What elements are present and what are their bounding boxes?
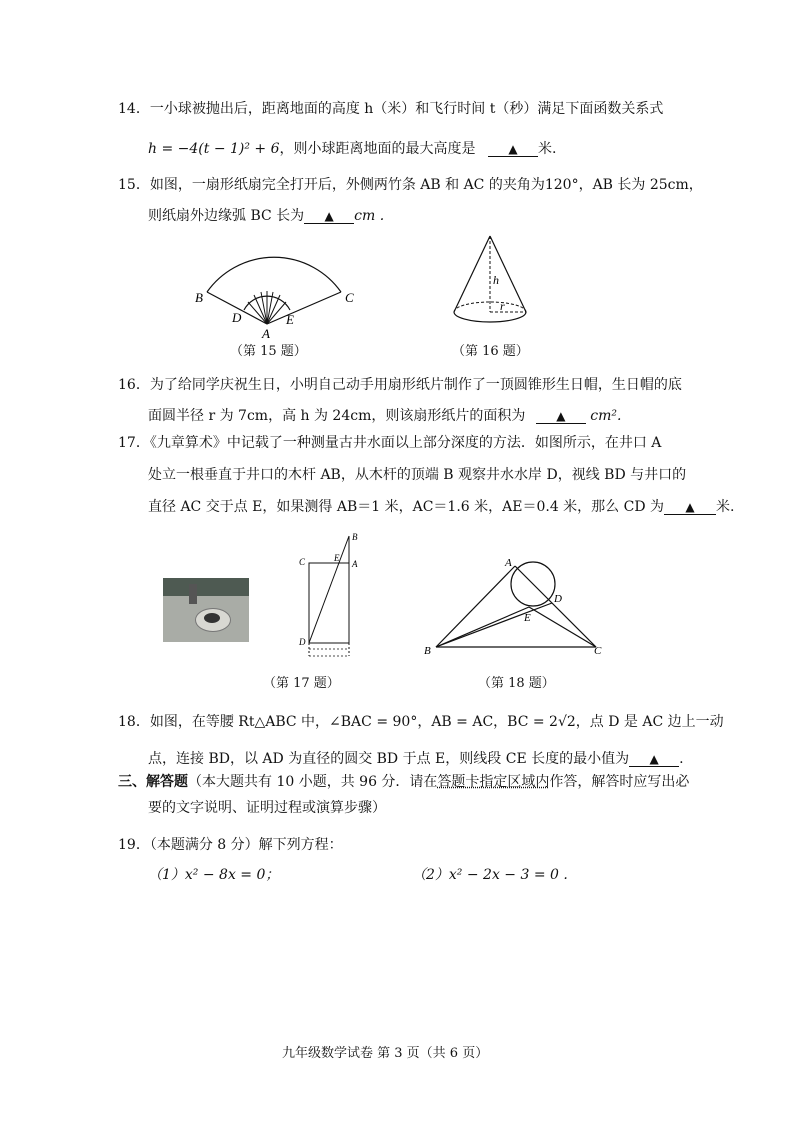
fig18-label-a: A xyxy=(505,557,512,569)
fig18-label-c: C xyxy=(594,645,602,657)
fig17-label-b: B xyxy=(352,532,358,542)
q18-text-line2: 点，连接 BD，以 AD 为直径的圆交 BD 于点 E，则线段 CE 长度的最小值为 xyxy=(148,751,630,767)
fig15-label-e: E xyxy=(286,312,294,327)
fig16-label-h: h xyxy=(493,273,499,287)
q16-answer-blank[interactable]: ▲ xyxy=(536,409,586,424)
q19-part-1: （1）x² − 8x = 0； xyxy=(148,867,280,883)
section-3-desc-c: 作答，解答时应写出必 xyxy=(549,774,690,790)
q19-part-2: （2）x² − 2x − 3 = 0 . xyxy=(412,867,568,883)
q18-unit: . xyxy=(679,751,684,767)
q15-line2 xyxy=(148,207,384,225)
q18-answer-blank[interactable]: ▲ xyxy=(629,752,679,767)
well-photo xyxy=(163,578,249,642)
figure-17-caption: （第 17 题） xyxy=(263,676,340,691)
q14-answer-blank[interactable]: ▲ xyxy=(488,142,538,157)
q14-unit: 米. xyxy=(537,141,557,157)
q15-text-line1: 如图，一扇形纸扇完全打开后，外侧两竹条 AB 和 AC 的夹角为120°，AB 长为 25cm， xyxy=(149,177,703,193)
section-3-desc-line2: 要的文字说明、证明过程或演算步骤） xyxy=(148,800,386,816)
q19-intro-line xyxy=(118,836,343,854)
figure-16-cone xyxy=(448,232,532,336)
fig15-label-d: D xyxy=(232,310,242,325)
q14-text-line1: 一小球被抛出后，距离地面的高度 h（米）和飞行时间 t（秒）满足下面函数关系式 xyxy=(149,101,664,117)
section-3-desc-b: 答题卡指定区域内 xyxy=(437,774,550,790)
q14-number: 14． xyxy=(118,101,150,117)
q14-line2 xyxy=(148,140,556,158)
q16-number: 16． xyxy=(118,377,150,393)
q17-answer-blank[interactable]: ▲ xyxy=(664,500,716,515)
fig18-label-b: B xyxy=(424,645,431,657)
section-3-desc-a: （本大题共有 10 小题，共 96 分．请在 xyxy=(188,774,438,790)
fig17-label-c: C xyxy=(299,557,306,567)
q19-intro: （本题满分 8 分）解下列方程： xyxy=(149,837,343,853)
q15-line1 xyxy=(118,176,703,194)
figure-18-caption: （第 18 题） xyxy=(478,676,555,691)
q14-formula: h = −4(t − 1)² + 6 xyxy=(148,141,280,157)
q15-text-line2: 则纸扇外边缘弧 BC 长为 xyxy=(148,208,305,224)
fig17-label-d: D xyxy=(299,637,306,647)
q16-unit: cm². xyxy=(590,408,622,424)
figure-17-well xyxy=(296,530,362,660)
q17-text-line1: 《九章算术》中记载了一种测量古井水面以上部分深度的方法．如图所示，在井口 A xyxy=(149,435,662,451)
section-3-header xyxy=(118,773,689,791)
fig15-label-a: A xyxy=(262,326,270,340)
section-3-title: 三、解答题 xyxy=(118,774,188,790)
figure-15-caption: （第 15 题） xyxy=(230,344,307,359)
q16-text-line2: 面圆半径 r 为 7cm，高 h 为 24cm，则该扇形纸片的面积为 xyxy=(148,408,526,424)
fig15-label-c: C xyxy=(345,290,354,305)
figure-15-fan xyxy=(190,244,360,340)
q15-answer-blank[interactable]: ▲ xyxy=(304,209,354,224)
q17-number: 17． xyxy=(118,435,150,451)
q17-line3 xyxy=(148,498,734,516)
q18-number: 18． xyxy=(118,714,150,730)
fig18-label-e: E xyxy=(524,612,531,624)
q15-number: 15． xyxy=(118,177,150,193)
fig17-label-e: E xyxy=(334,553,340,563)
q17-unit: 米. xyxy=(716,499,735,515)
q15-unit: cm . xyxy=(354,208,385,224)
figure-16-caption: （第 16 题） xyxy=(452,344,529,359)
fig16-label-r: r xyxy=(500,299,505,313)
q17-line1 xyxy=(118,434,661,452)
q18-line2 xyxy=(148,750,684,768)
q17-line2: 处立一根垂直于井口的木杆 AB，从木杆的顶端 B 观察井水水岸 D，视线 BD 与井口的 xyxy=(148,467,687,483)
q14-text-line2: ，则小球距离地面的最大高度是 xyxy=(279,141,476,157)
figure-18-triangle xyxy=(418,550,610,660)
fig15-label-b: B xyxy=(195,290,203,305)
q18-text-line1: 如图，在等腰 Rt△ABC 中，∠BAC = 90°，AB = AC，BC = 2√2，点 D 是 AC 边上一动 xyxy=(149,714,724,730)
page-footer: 九年级数学试卷 第 3 页（共 6 页） xyxy=(282,1046,489,1061)
fig18-label-d: D xyxy=(554,593,562,605)
q18-line1 xyxy=(118,713,724,731)
q14-line1 xyxy=(118,100,663,118)
q16-line2 xyxy=(148,407,621,425)
q16-text-line1: 为了给同学庆祝生日，小明自己动手用扇形纸片制作了一顶圆锥形生日帽，生日帽的底 xyxy=(149,377,682,393)
q17-text-line3: 直径 AC 交于点 E，如果测得 AB＝1 米，AC＝1.6 米，AE＝0.4 米，那么 CD 为 xyxy=(148,499,665,515)
fig17-label-a: A xyxy=(352,559,358,569)
q16-line1 xyxy=(118,376,682,394)
q19-number: 19． xyxy=(118,837,150,853)
